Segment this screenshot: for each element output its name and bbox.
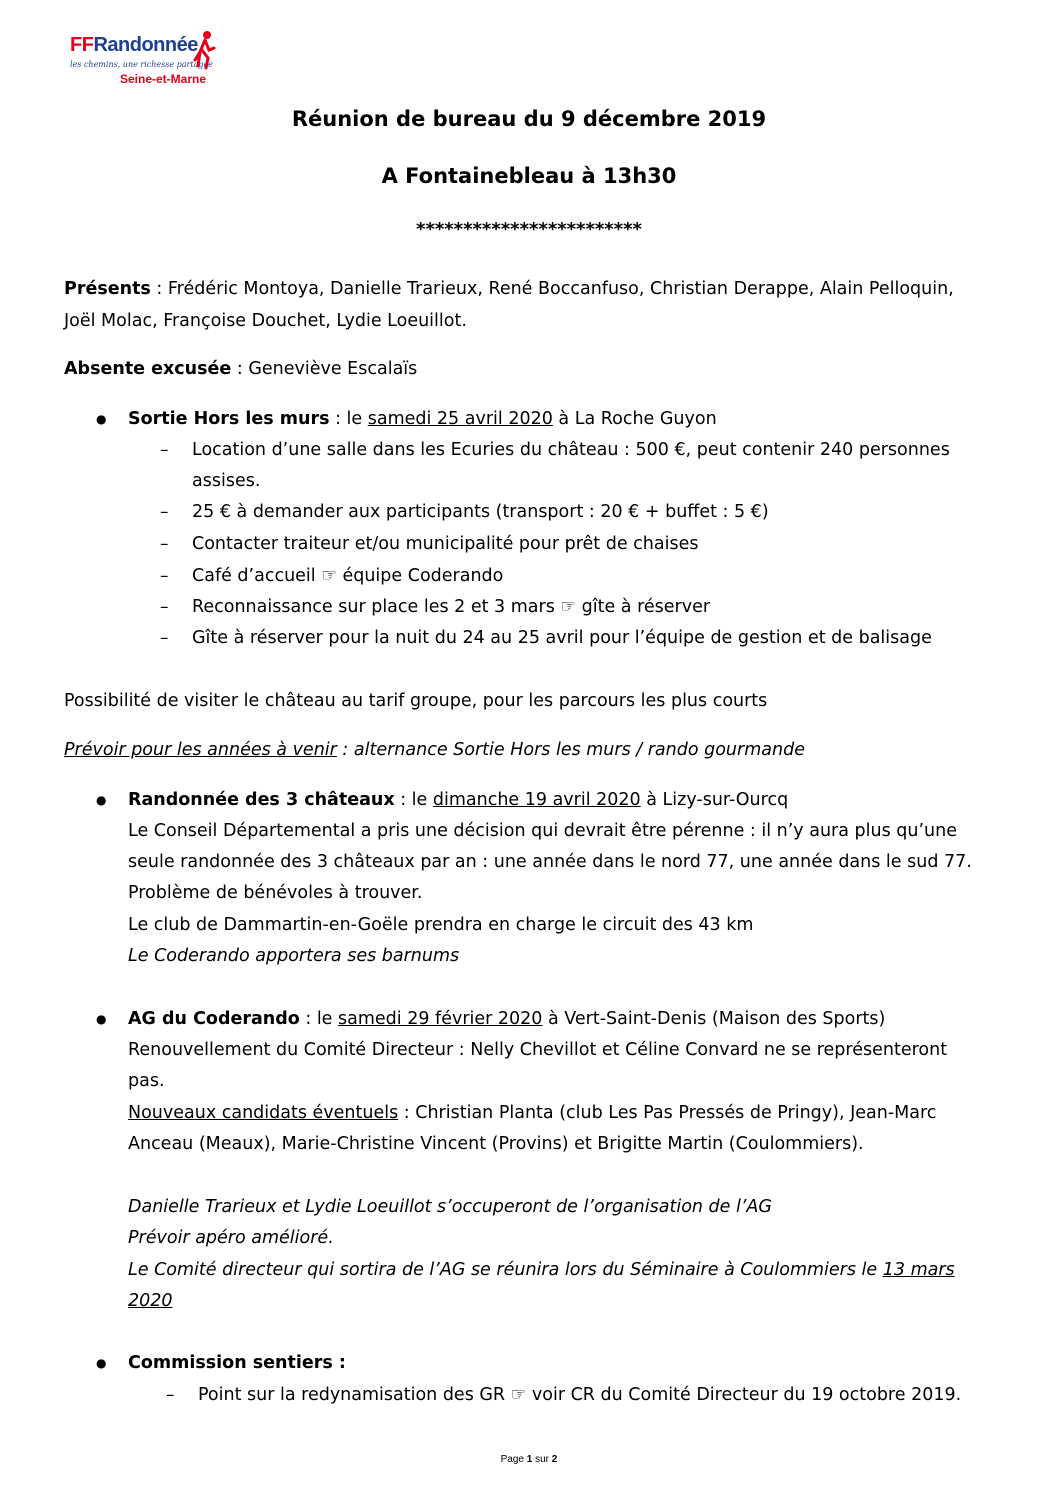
ag-candidates: Nouveaux candidats éventuels : Christian Planta (club Les Pas Pressés de Pringy), Jean-Marc — [128, 1103, 937, 1123]
ag-italic-line: Prévoir apéro amélioré. — [128, 1228, 334, 1248]
sortie-item: Contacter traiteur et/ou municipalité pour prêt de chaises — [192, 534, 699, 554]
sortie-note: Possibilité de visiter le château au tarif groupe, pour les parcours les plus courts — [64, 691, 768, 711]
logo-brand: FFRandonnée — [70, 34, 198, 56]
ag-italic-line: Le Comité directeur qui sortira de l’AG se réunira lors du Séminaire à Coulommiers le 13 mars — [128, 1260, 955, 1280]
ag-line: Renouvellement du Comité Directeur : Nelly Chevillot et Céline Convard ne se représenteront — [128, 1040, 948, 1060]
page-title: Réunion de bureau du 9 décembre 2019 — [291, 107, 767, 131]
sortie-heading: Sortie Hors les murs : le samedi 25 avril 2020 à La Roche Guyon — [128, 409, 717, 429]
rando-line: Le Conseil Départemental a pris une décision qui devrait être pérenne : il n’y aura plus qu’une — [128, 821, 957, 841]
ag-candidates-2: Anceau (Meaux), Marie-Christine Vincent (Provins) et Brigitte Martin (Coulommiers). — [128, 1134, 864, 1154]
dash-icon: – — [160, 566, 169, 586]
bullet-icon: ● — [96, 1012, 107, 1026]
sortie-item: Reconnaissance sur place les 2 et 3 mars ☞ gîte à réserver — [192, 597, 711, 617]
sortie-future: Prévoir pour les années à venir : alternance Sortie Hors les murs / rando gourmande — [64, 740, 805, 760]
ag-italic-line: Danielle Trarieux et Lydie Loeuillot s’occuperont de l’organisation de l’AG — [128, 1197, 772, 1217]
sortie-item-cont: assises. — [192, 471, 261, 491]
bullet-icon: ● — [96, 793, 107, 807]
present-line-2: Joël Molac, Françoise Douchet, Lydie Loeuillot. — [64, 311, 467, 331]
sentiers-heading: Commission sentiers : — [128, 1353, 346, 1373]
dash-icon: – — [160, 440, 169, 460]
ag-heading: AG du Coderando : le samedi 29 février 2020 à Vert-Saint-Denis (Maison des Sports) — [128, 1009, 886, 1029]
sortie-item: Gîte à réserver pour la nuit du 24 au 25 avril pour l’équipe de gestion et de balisage — [192, 628, 932, 648]
rando-line: Problème de bénévoles à trouver. — [128, 883, 423, 903]
present-line: Présents : Frédéric Montoya, Danielle Trarieux, René Boccanfuso, Christian Derappe, Alain Pelloquin, — [64, 279, 954, 299]
absent-line: Absente excusée : Geneviève Escalaïs — [64, 359, 418, 379]
page-subtitle: A Fontainebleau à 13h30 — [381, 164, 677, 188]
logo-department: Seine-et-Marne — [120, 72, 207, 86]
sentiers-item: Point sur la redynamisation des GR ☞ voir CR du Comité Directeur du 19 octobre 2019. — [198, 1385, 962, 1405]
dash-icon: – — [160, 628, 169, 648]
rando-line: seule randonnée des 3 châteaux par an : une année dans le nord 77, une année dans le sud 77. — [128, 852, 972, 872]
dash-icon: – — [160, 597, 169, 617]
dash-icon: – — [166, 1385, 175, 1405]
ag-line: pas. — [128, 1071, 165, 1091]
sortie-item: Location d’une salle dans les Ecuries du château : 500 €, peut contenir 240 personnes — [192, 440, 950, 460]
rando-heading: Randonnée des 3 châteaux : le dimanche 19 avril 2020 à Lizy-sur-Ourcq — [128, 790, 789, 810]
rando-italic-line: Le Coderando apportera ses barnums — [128, 946, 460, 966]
logo-tagline: les chemins, une richesse partagée — [70, 60, 213, 69]
hiker-icon — [192, 30, 218, 70]
dash-icon: – — [160, 502, 169, 522]
bullet-icon: ● — [96, 412, 107, 426]
ffrandonnee-logo — [70, 28, 230, 88]
ag-italic-date: 2020 — [128, 1291, 173, 1311]
bullet-icon: ● — [96, 1356, 107, 1370]
page-footer: Page 1 sur 2 — [500, 1454, 558, 1465]
rando-line: Le club de Dammartin-en-Goële prendra en charge le circuit des 43 km — [128, 915, 754, 935]
separator-stars: ************************ — [416, 219, 642, 240]
sortie-item: 25 € à demander aux participants (transport : 20 € + buffet : 5 €) — [192, 502, 769, 522]
dash-icon: – — [160, 534, 169, 554]
sortie-item: Café d’accueil ☞ équipe Coderando — [192, 566, 504, 586]
